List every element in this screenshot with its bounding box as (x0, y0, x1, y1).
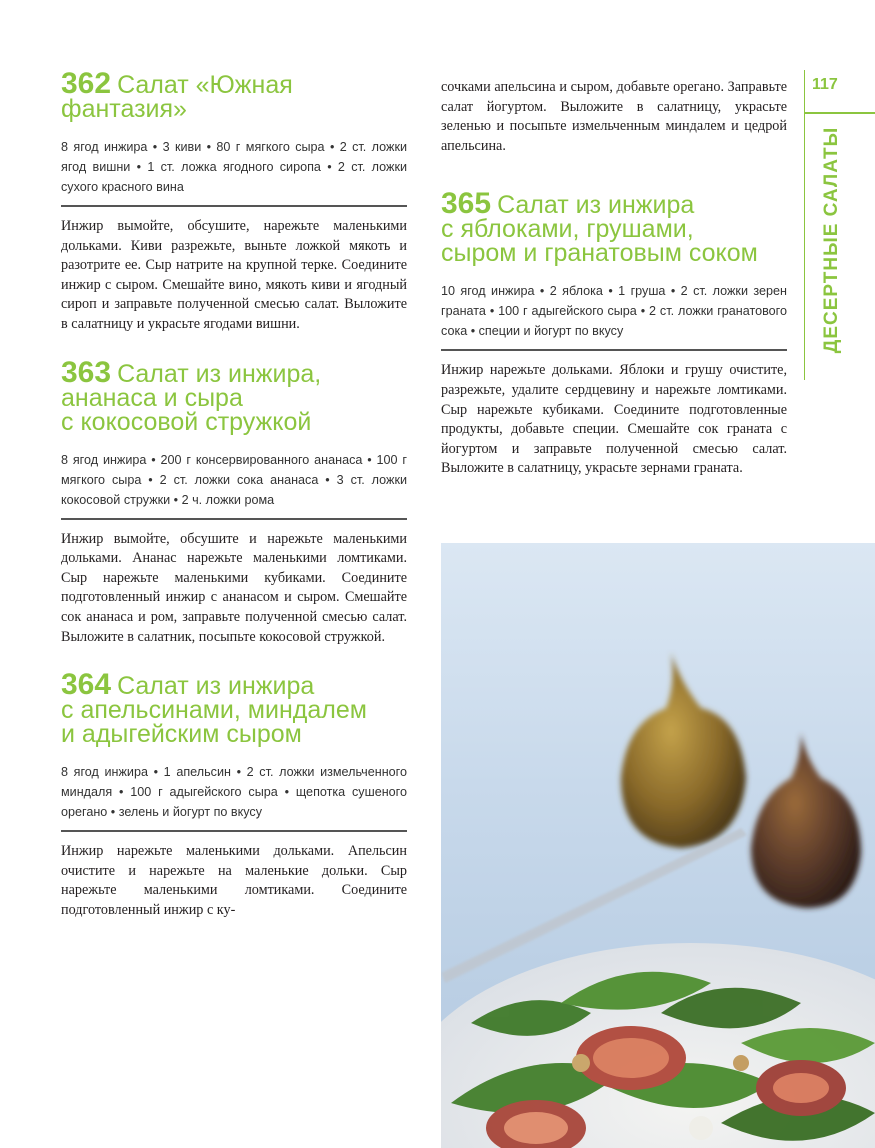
recipe-363 (61, 355, 407, 648)
fig-salad-photo (441, 543, 875, 1148)
recipe-title-line: с кокосовой стружкой (61, 407, 312, 436)
recipe-title-line: Салат из инжира (497, 191, 695, 220)
recipe-title-line: Салат из инжира (117, 672, 315, 701)
recipe-364 (61, 668, 407, 920)
recipe-title (61, 668, 407, 749)
ingredients: 8 ягод инжира • 1 апельсин • 2 ст. ложки измельченного миндаля • 100 г адыгейского сыра • щепотка сушеного орегано • зелень и йогурт по вкусу (61, 762, 407, 832)
recipe-362 (61, 67, 407, 335)
instructions: Инжир вымойте, обсушите и нарежьте маленькими дольками. Ананас нарежьте маленькими ломтиками. Сыр нарежьте маленькими кубиками. Соедините подготовленный инжир с ананасом и сыром. Смешайте сок ананаса и ром, заправьте полученной смесью салат. Выложите в салатник, посыпьте кокосовой стружкой. (61, 530, 407, 645)
right-column (441, 78, 787, 505)
ingredients: 8 ягод инжира • 3 киви • 80 г мягкого сыра • 2 ст. ложки ягод вишни • 1 ст. ложка ягодного сиропа • 2 ст. ложки сухого красного вина (61, 137, 407, 207)
section-title: ДЕСЕРТНЫЕ САЛАТЫ (821, 126, 842, 354)
instructions: Инжир нарежьте маленькими дольками. Апельсин очистите и нарежьте на маленькие дольки. Сыр нарежьте маленькими ломтиками. Соедините подготовленный инжир с ку- (61, 843, 407, 918)
ingredients: 10 ягод инжира • 2 яблока • 1 груша • 2 ст. ложки зерен граната • 100 г адыгейского сыра • 2 ст. ложки гранатового сока • специи и йогурт по вкусу (441, 281, 787, 351)
left-column (61, 67, 407, 947)
recipe-title-line: ананаса и сыра (61, 383, 243, 412)
ingredients: 8 ягод инжира • 200 г консервированного ананаса • 100 г мягкого сыра • 2 ст. ложки сока ананаса • 3 ст. ложки кокосовой стружки • 2 ч. ложки рома (61, 450, 407, 520)
recipe-365 (441, 187, 787, 479)
recipe-364-continuation (441, 78, 787, 156)
recipe-title-line: с яблоками, грушами, (441, 215, 694, 244)
recipe-number: 365 (441, 187, 492, 221)
page-number: 117 (812, 76, 838, 93)
recipe-title-line: Салат из инжира, (117, 359, 322, 388)
recipe-number: 364 (61, 668, 112, 702)
recipe-title (441, 187, 787, 268)
recipe-title-line: с апельсинами, миндалем (61, 696, 367, 725)
photo-illustration (441, 543, 875, 1148)
recipe-title (61, 355, 407, 436)
instructions: Инжир нарежьте дольками. Яблоки и грушу очистите, разрежьте, удалите сердцевину и нарежьте ломтиками. Сыр нарежьте кубиками. Соедините подготовленные продукты, добавьте специи. Смешайте сок граната с йогуртом и заправьте полученной смесью салат. Выложите в салатницу, украсьте зернами граната. (441, 362, 787, 477)
side-rule-vertical (804, 70, 805, 380)
recipe-title (61, 67, 407, 123)
instructions-continued: сочками апельсина и сыром, добавьте орегано. Заправьте салат йогуртом. Выложите в салатницу, украсьте зеленью и посыпьте измельченным миндалем и цедрой апельсина. (441, 79, 787, 154)
recipe-title-line: фантазия» (61, 95, 187, 123)
recipe-title-line: Салат «Южная (117, 71, 293, 99)
recipe-title-line: сыром и гранатовым соком (441, 239, 758, 268)
recipe-number: 363 (61, 355, 112, 389)
instructions: Инжир вымойте, обсушите, нарежьте маленькими дольками. Киви разрежьте, выньте ложкой мякоть и разотрите ее. Сыр натрите на крупной терке. Соедините инжир с сыром. Смешайте вино, мякоть киви и ягодный сироп и заправьте полученной смесью салат. Выложите в салатницу и украсьте ягодами вишни. (61, 218, 407, 332)
recipe-title-line: и адыгейским сыром (61, 720, 302, 749)
recipe-number: 362 (61, 67, 112, 100)
